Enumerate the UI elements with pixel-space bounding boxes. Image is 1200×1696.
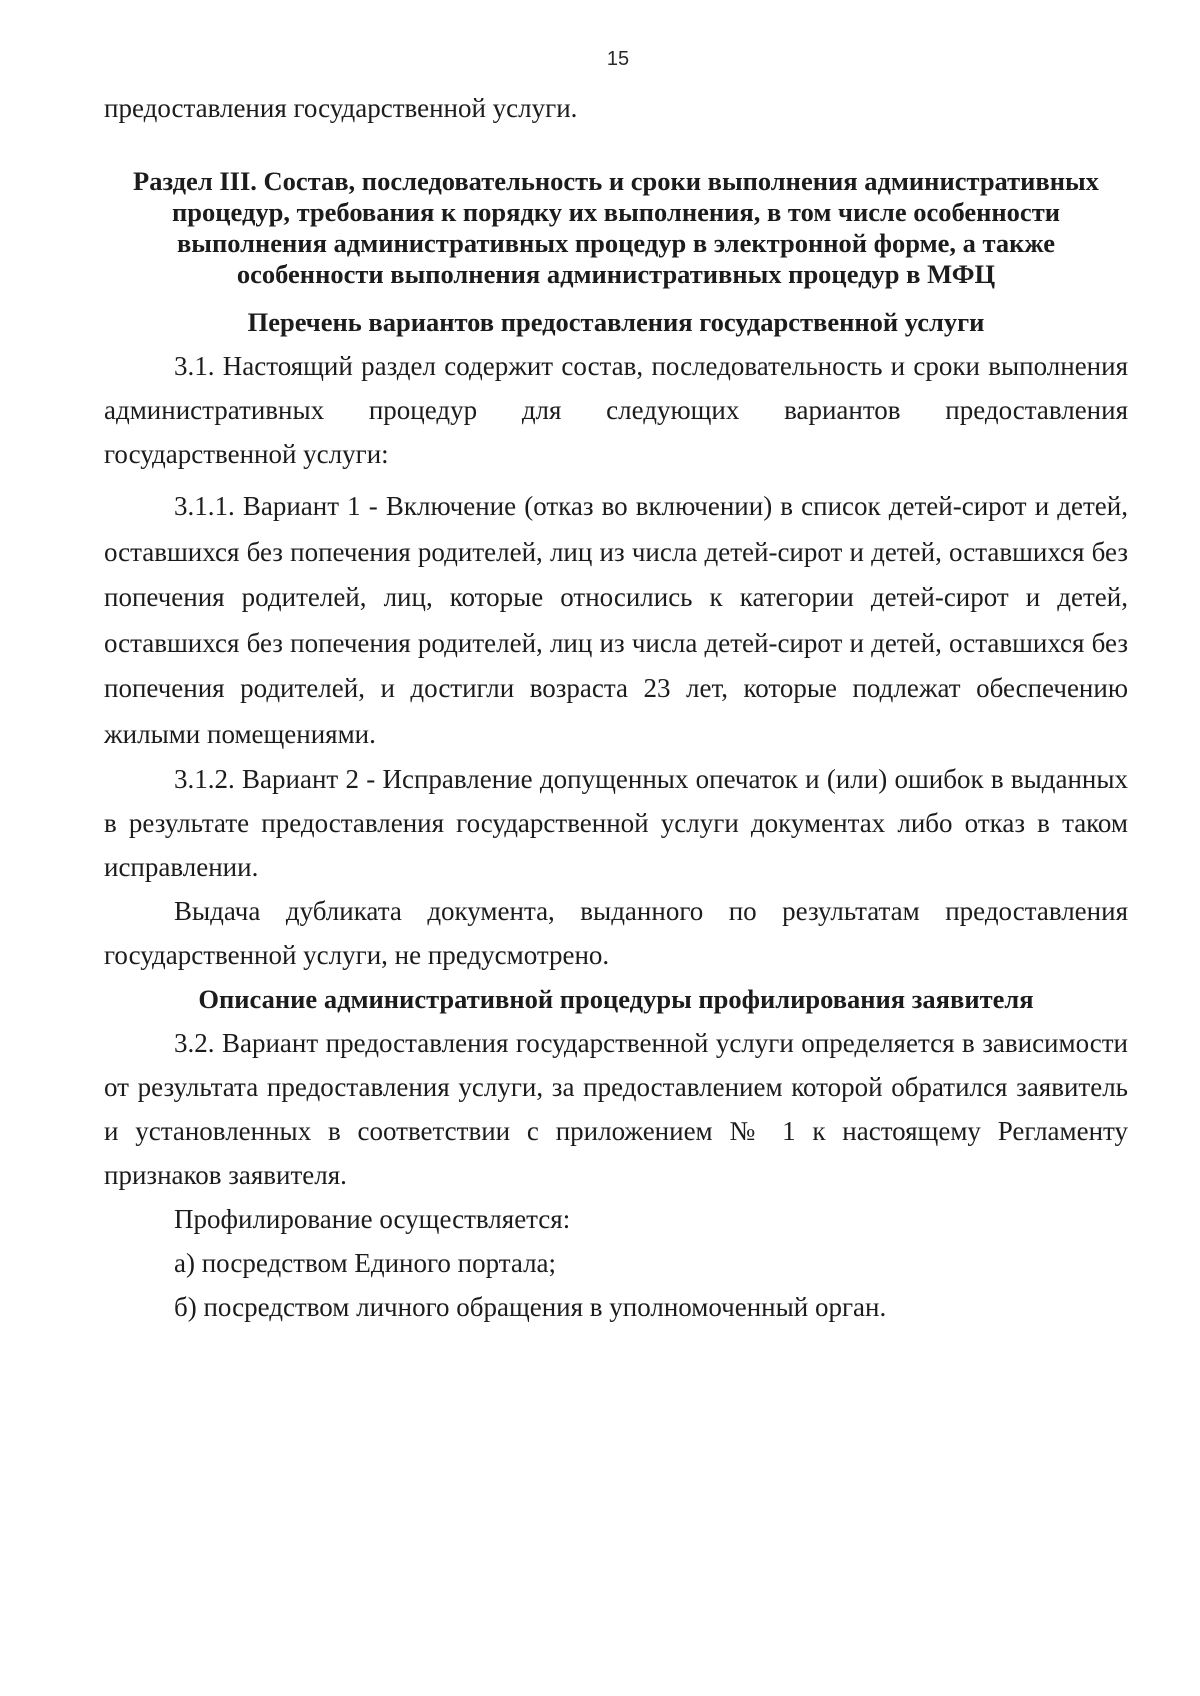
variants-heading: Перечень вариантов предоставления государственной услуги bbox=[247, 307, 985, 337]
profiling-heading: Описание административной процедуры профилирования заявителя bbox=[198, 984, 1034, 1014]
page-number: 15 bbox=[606, 48, 630, 70]
continuation-text: предоставления государственной услуги. bbox=[104, 93, 578, 123]
section-title: Раздел III. Состав, последовательность и сроки выполнения административных процедур, требования к порядку их выполнения, в том числе особенности выполнения административных процедур в электронной форме, а также особенности выполнения административных процедур в МФЦ bbox=[133, 166, 1099, 289]
paragraph-3-1-2: 3.1.2. Вариант 2 - Исправление допущенных опечаток и (или) ошибок в выданных в результате предоставления государственной услуги документах либо отказ в таком исправлении. bbox=[104, 764, 1128, 882]
paragraph-3-2: 3.2. Вариант предоставления государственной услуги определяется в зависимости от результата предоставления услуги, за предоставлением которой обратился заявитель и установленных в соответствии с приложением № 1 к настоящему Регламенту признаков заявителя. bbox=[104, 1028, 1128, 1190]
paragraph-duplicate: Выдача дубликата документа, выданного по результатам предоставления государственной услуги, не предусмотрено. bbox=[104, 896, 1128, 970]
paragraph-3-1: 3.1. Настоящий раздел содержит состав, последовательность и сроки выполнения административных процедур для следующих вариантов предоставления государственной услуги: bbox=[104, 351, 1128, 469]
page-content bbox=[104, 86, 1128, 1329]
list-item-b: б) посредством личного обращения в уполномоченный орган. bbox=[174, 1292, 887, 1322]
paragraph-3-1-1: 3.1.1. Вариант 1 - Включение (отказ во включении) в список детей-сирот и детей, оставшихся без попечения родителей, лиц из числа детей-сирот и детей, оставшихся без попечения родителей, лиц, которые относились к категории детей-сирот и детей, оставшихся без попечения родителей, лиц из числа детей-сирот и детей, оставшихся без попечения родителей, и достигли возраста 23 лет, которые подлежат обеспечению жилыми помещениями. bbox=[104, 491, 1128, 749]
list-item-a: а) посредством Единого портала; bbox=[174, 1248, 557, 1278]
profiling-intro: Профилирование осуществляется: bbox=[174, 1204, 571, 1234]
